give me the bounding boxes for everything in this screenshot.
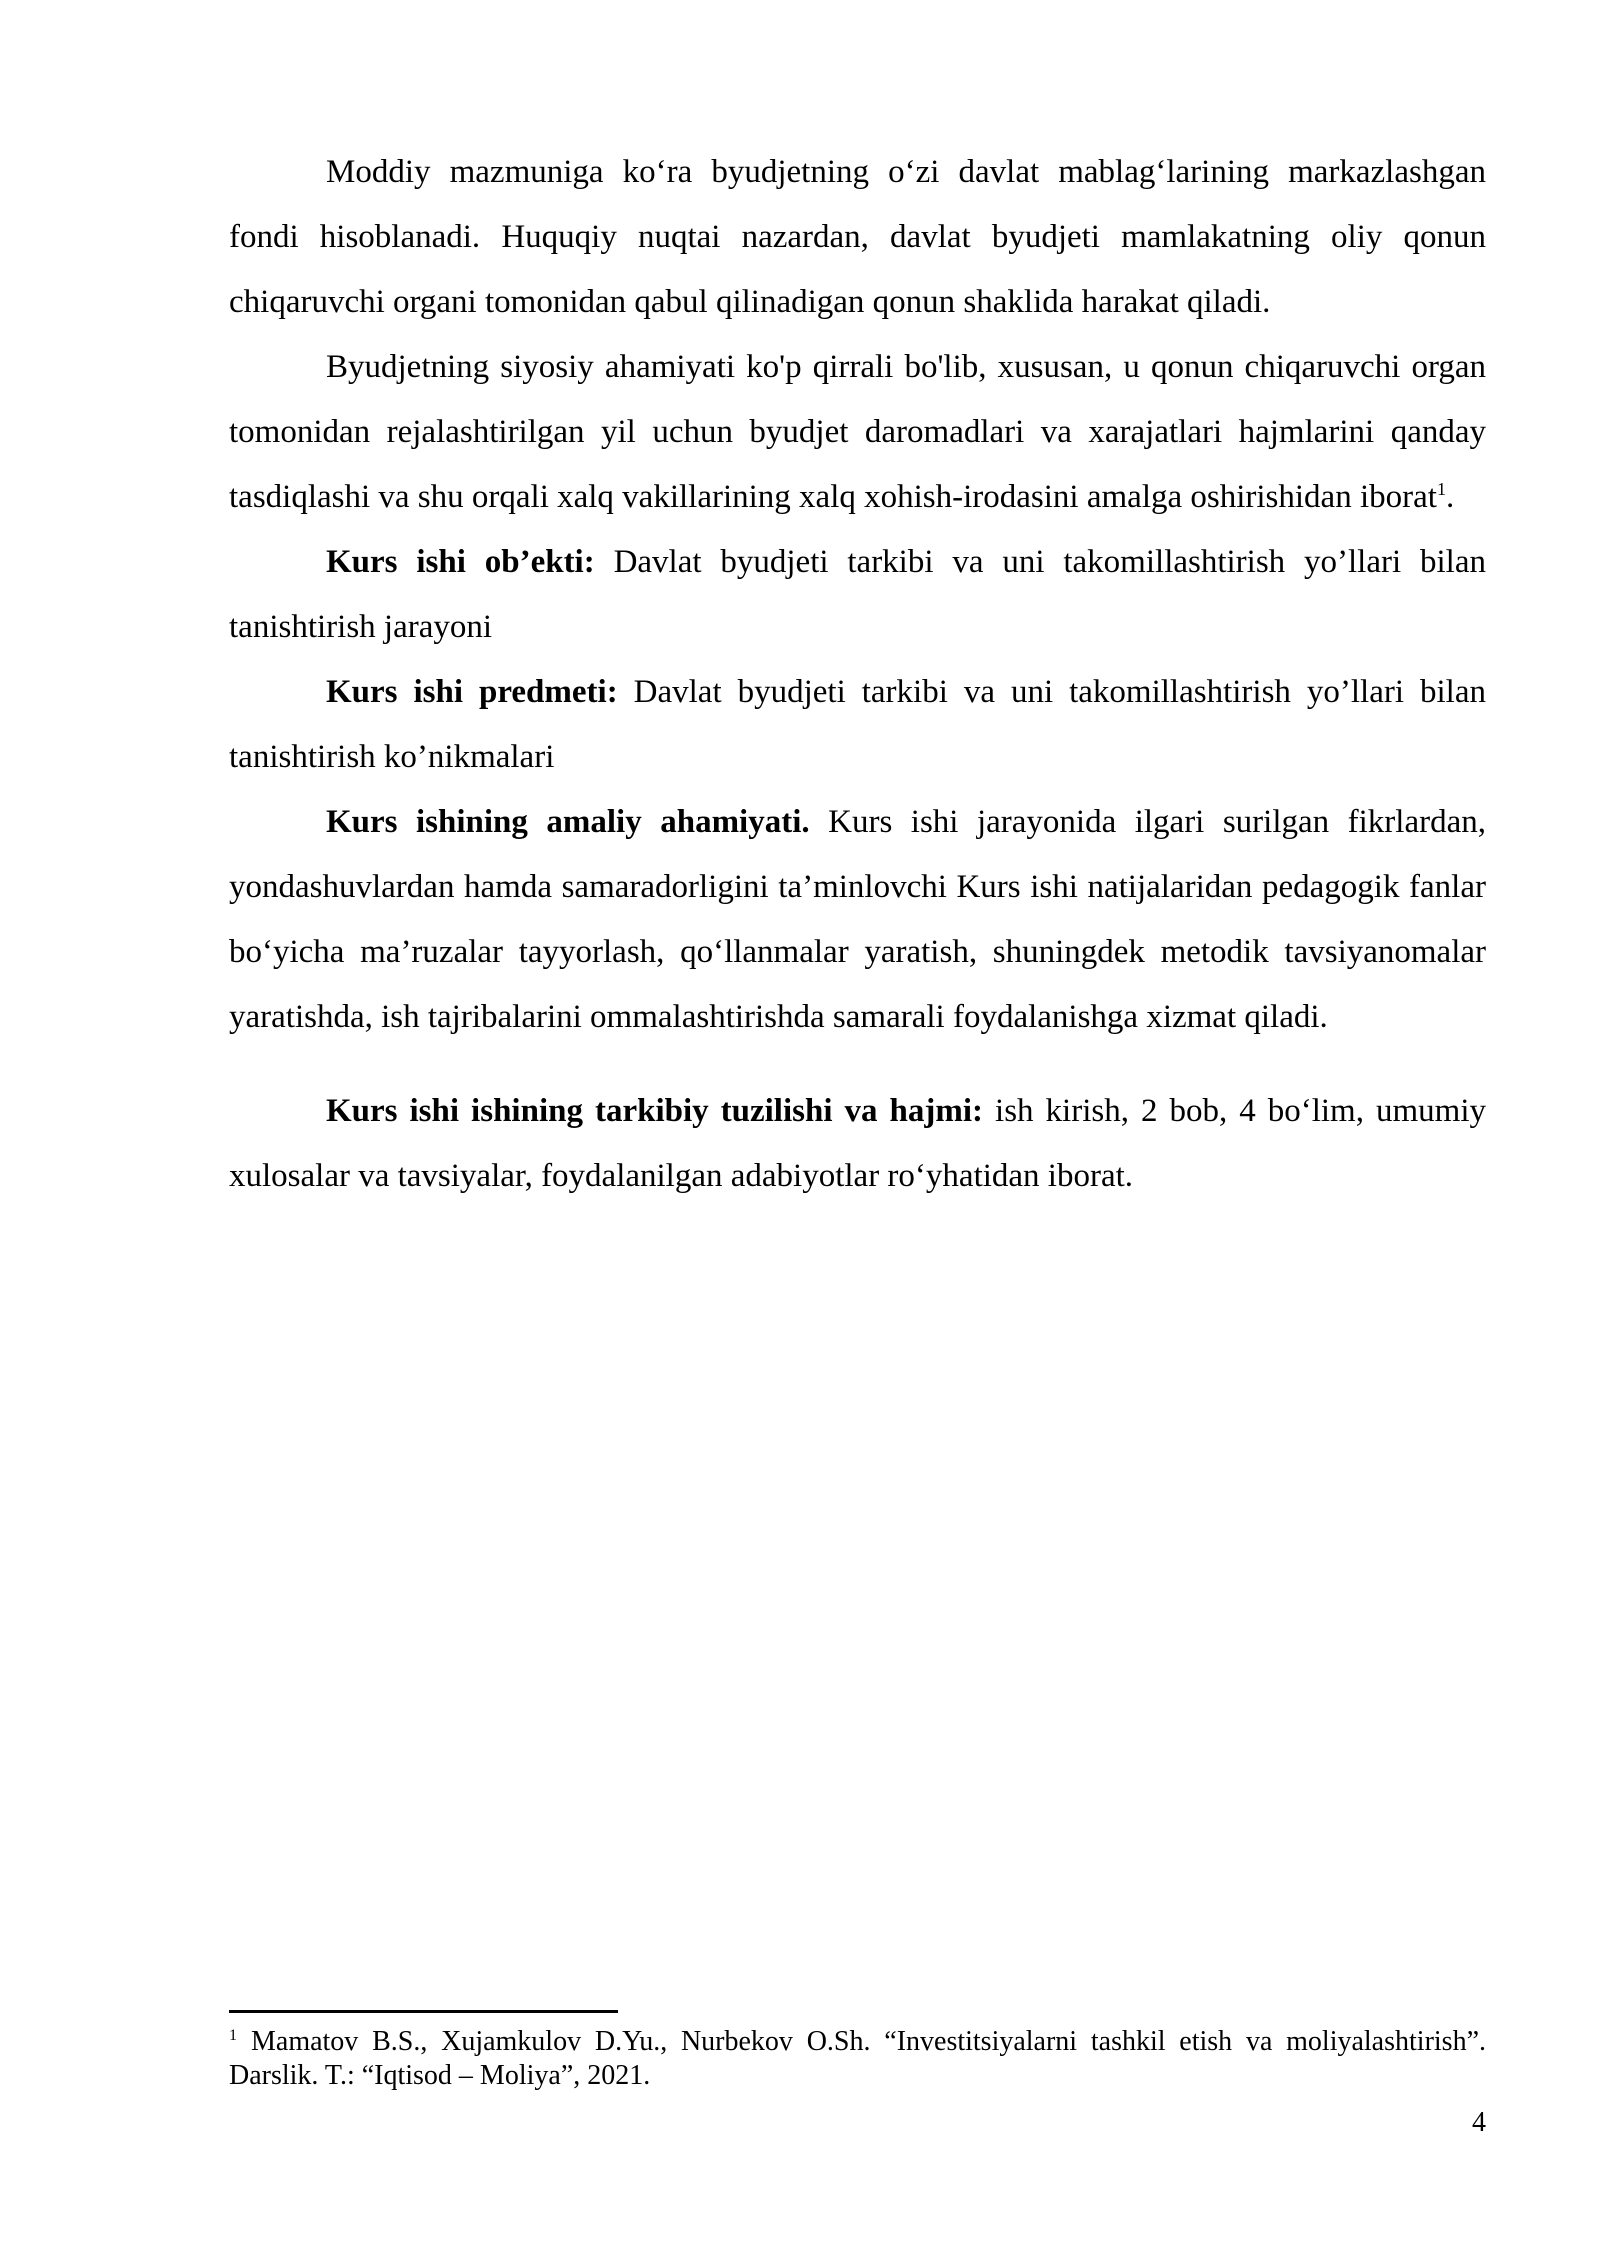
paragraph-text: Moddiy mazmuniga ko‘ra byudjetning o‘zi davlat mablag‘larining markazlashgan fondi hisoblanadi. Huquqiy nuqtai nazardan, davlat byudjeti mamlakatning oliy qonun chiqaruvchi organi tomonidan qabul qilinadigan qonun shaklida harakat qiladi. (229, 154, 1486, 320)
paragraph-object (229, 530, 1486, 660)
paragraph-heading: Kurs ishi ishining tarkibiy tuzilishi va hajmi: (326, 1093, 984, 1129)
paragraph-budget-content (229, 140, 1486, 335)
page-number: 4 (1472, 2107, 1486, 2138)
paragraph-text: Byudjetning siyosiy ahamiyati ko'p qirrali bo'lib, xususan, u qonun chiqaruvchi organ tomonidan rejalashtirilgan yil uchun byudjet daromadlari va xarajatlari hajmlarini qanday tasdiqlashi va shu orqali xalq vakillarining xalq xohish-irodasini amalga oshirishidan iborat (229, 349, 1486, 515)
body-text (229, 140, 1486, 1209)
paragraph-text: ish kirish, 2 bob, 4 bo‘lim, umumiy xulosalar va tavsiyalar, foydalanilgan adabiyotlar ro‘yhatidan iborat. (229, 1093, 1486, 1194)
paragraph-practical-significance (229, 790, 1486, 1050)
paragraph-tail: . (1445, 479, 1455, 515)
footnote (229, 2025, 1486, 2093)
footnote-text: Mamatov B.S., Xujamkulov D.Yu., Nurbekov O.Sh. “Investitsiyalarni tashkil etish va moliyalashtirish”. Darslik. T.: “Iqtisod – Moliya”, 2021. (229, 2026, 1486, 2091)
paragraph-structure (229, 1079, 1486, 1209)
paragraph-text: Davlat byudjeti tarkibi va uni takomillashtirish yo’llari bilan tanishtirish ko’nikmalari (229, 674, 1486, 775)
footnote-mark: 1 (229, 2026, 237, 2044)
paragraph-budget-political (229, 335, 1486, 530)
paragraph-heading: Kurs ishi ob’ekti: (326, 544, 595, 580)
footnote-reference[interactable]: 1 (1436, 479, 1446, 499)
paragraph-text: Davlat byudjeti tarkibi va uni takomillashtirish yo’llari bilan tanishtirish jarayoni (229, 544, 1486, 645)
paragraph-text: Kurs ishi jarayonida ilgari surilgan fikrlardan, yondashuvlardan hamda samaradorligini ta’minlovchi Kurs ishi natijalaridan pedagogik fanlar bo‘yicha ma’ruzalar tayyorlash, qo‘llanmalar yaratish, shuningdek metodik tavsiyanomalar yaratishda, ish tajribalarini ommalashtirishda samarali foydalanishga xizmat qiladi. (229, 804, 1486, 1035)
paragraph-subject (229, 660, 1486, 790)
paragraph-heading: Kurs ishining amaliy ahamiyati. (326, 804, 810, 840)
footnote-separator (229, 2010, 618, 2013)
paragraph-heading: Kurs ishi predmeti: (326, 674, 618, 710)
